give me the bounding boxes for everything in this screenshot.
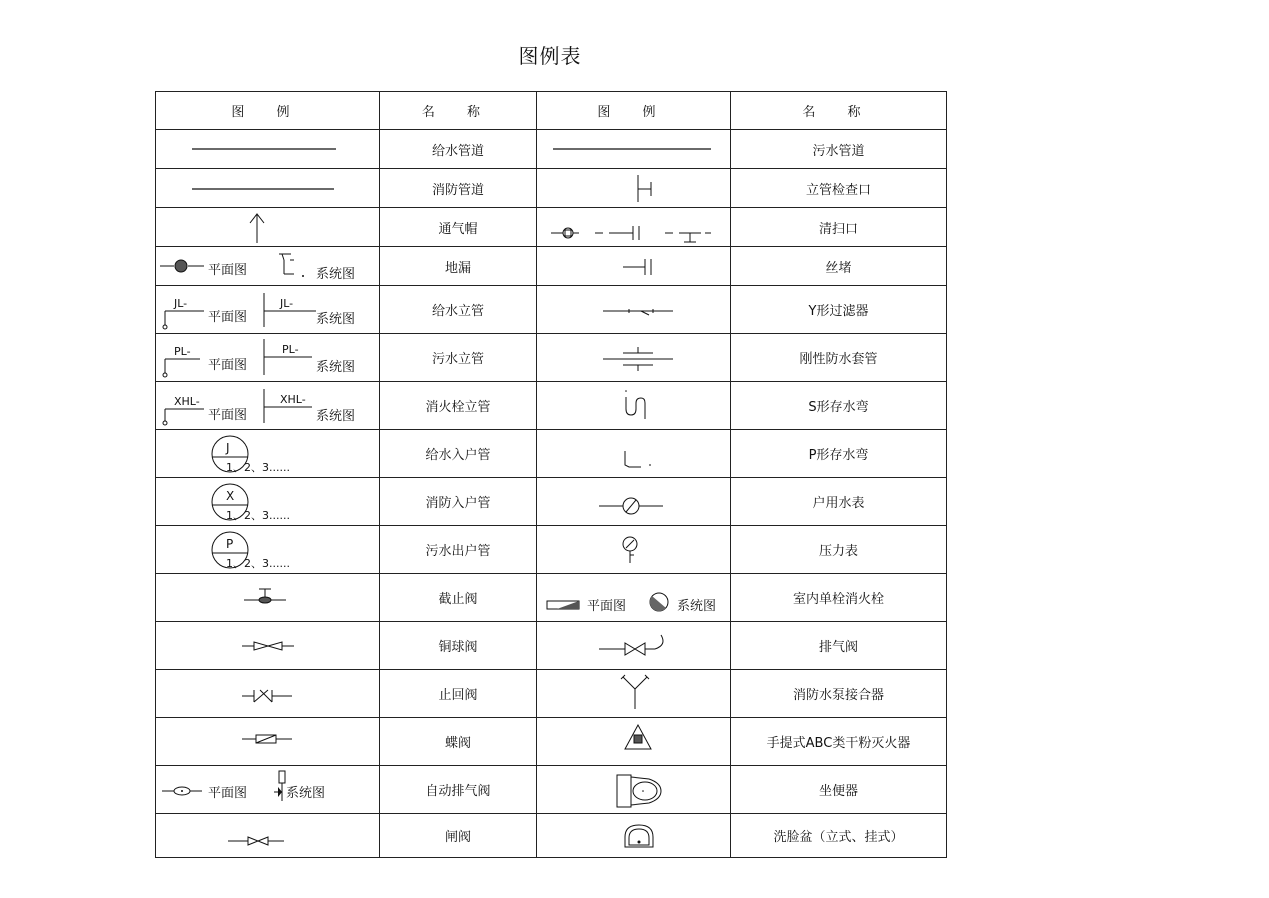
table-row — [156, 334, 947, 382]
pressure-gauge-symbol — [537, 526, 731, 574]
legend-name: 铜球阀 — [380, 622, 537, 670]
legend-table — [155, 91, 947, 858]
table-row — [156, 718, 947, 766]
fire-inlet-symbol — [156, 478, 380, 526]
table-row — [156, 130, 947, 169]
water-meter-symbol — [537, 478, 731, 526]
header-row — [156, 92, 947, 130]
riser-code-label: XHL- — [174, 394, 200, 408]
water-riser-symbol — [156, 286, 380, 334]
table-row — [156, 247, 947, 286]
legend-name: 排气阀 — [731, 622, 947, 670]
system-view-label: 系统图 — [286, 785, 326, 801]
legend-name: 户用水表 — [731, 478, 947, 526]
table-row — [156, 574, 947, 622]
system-view-label: 系统图 — [316, 408, 356, 424]
toilet-symbol — [537, 766, 731, 814]
sewage-pipe-symbol — [537, 130, 731, 169]
legend-name: 刚性防水套管 — [731, 334, 947, 382]
legend-name: 截止阀 — [380, 574, 537, 622]
pipe-sequence: 1、2、3...... — [226, 508, 290, 522]
indoor-hydrant-symbol — [537, 574, 731, 622]
water-supply-pipe-symbol — [156, 130, 380, 169]
system-view-label: 系统图 — [316, 266, 356, 282]
legend-name: 立管检查口 — [731, 169, 947, 208]
page-title: 图例表 — [518, 44, 582, 68]
plug-symbol — [537, 247, 731, 286]
legend-name: 手提式ABC类干粉灭火器 — [731, 718, 947, 766]
legend-name: 丝堵 — [731, 247, 947, 286]
table-row — [156, 766, 947, 814]
header-legend-right: 图 例 — [537, 92, 731, 130]
table-row — [156, 622, 947, 670]
hydrant-riser-symbol — [156, 382, 380, 430]
legend-name: 压力表 — [731, 526, 947, 574]
legend-name: 蝶阀 — [380, 718, 537, 766]
system-view-label: 系统图 — [316, 359, 356, 375]
riser-code-label: XHL- — [280, 392, 306, 406]
table-row — [156, 286, 947, 334]
fire-pipe-symbol — [156, 169, 380, 208]
legend-name: 给水管道 — [380, 130, 537, 169]
pipe-sequence: 1、2、3...... — [226, 556, 290, 570]
legend-name: 室内单栓消火栓 — [731, 574, 947, 622]
p-trap-symbol — [537, 430, 731, 478]
plan-view-label: 平面图 — [208, 785, 248, 801]
butterfly-valve-symbol — [156, 718, 380, 766]
auto-air-valve-symbol — [156, 766, 380, 814]
pipe-letter: P — [226, 536, 234, 551]
legend-name: Y形过滤器 — [731, 286, 947, 334]
pipe-letter: X — [226, 488, 235, 503]
y-strainer-symbol — [537, 286, 731, 334]
legend-name: 坐便器 — [731, 766, 947, 814]
legend-name: 自动排气阀 — [380, 766, 537, 814]
globe-valve-symbol — [156, 574, 380, 622]
system-view-label: 系统图 — [677, 598, 717, 614]
sewage-outlet-symbol — [156, 526, 380, 574]
vent-cap-symbol — [156, 208, 380, 247]
ball-valve-symbol — [156, 622, 380, 670]
pump-connector-symbol — [537, 670, 731, 718]
pipe-sequence: 1、2、3...... — [226, 460, 290, 474]
legend-name: 污水立管 — [380, 334, 537, 382]
legend-name: 给水入户管 — [380, 430, 537, 478]
header-legend-left: 图 例 — [156, 92, 380, 130]
table-row — [156, 430, 947, 478]
legend-name: 给水立管 — [380, 286, 537, 334]
legend-name: 污水管道 — [731, 130, 947, 169]
legend-name: 洗脸盆（立式、挂式） — [731, 814, 947, 858]
plan-view-label: 平面图 — [208, 407, 248, 423]
pipe-letter: J — [226, 440, 230, 455]
plan-view-label: 平面图 — [587, 598, 627, 614]
table-row — [156, 169, 947, 208]
legend-name: 消防入户管 — [380, 478, 537, 526]
table-row — [156, 814, 947, 858]
s-trap-symbol — [537, 382, 731, 430]
exhaust-valve-symbol — [537, 622, 731, 670]
wash-basin-symbol — [537, 814, 731, 858]
legend-name: 清扫口 — [731, 208, 947, 247]
plan-view-label: 平面图 — [208, 357, 248, 373]
legend-name: 消火栓立管 — [380, 382, 537, 430]
table-row — [156, 526, 947, 574]
riser-code-label: JL- — [174, 296, 188, 310]
legend-name: 消防管道 — [380, 169, 537, 208]
legend-name: S形存水弯 — [731, 382, 947, 430]
rigid-waterproof-sleeve-symbol — [537, 334, 731, 382]
table-row — [156, 670, 947, 718]
legend-name: 消防水泵接合器 — [731, 670, 947, 718]
riser-code-label: PL- — [174, 344, 191, 358]
legend-name: 通气帽 — [380, 208, 537, 247]
water-inlet-symbol — [156, 430, 380, 478]
riser-code-label: JL- — [280, 296, 294, 310]
plan-view-label: 平面图 — [208, 262, 248, 278]
legend-name: 闸阀 — [380, 814, 537, 858]
riser-cleanout-symbol — [537, 169, 731, 208]
fire-extinguisher-symbol — [537, 718, 731, 766]
floor-drain-symbol — [156, 247, 380, 286]
legend-name: P形存水弯 — [731, 430, 947, 478]
plan-view-label: 平面图 — [208, 309, 248, 325]
cleanout-symbol — [537, 208, 731, 247]
legend-name: 地漏 — [380, 247, 537, 286]
header-name-left: 名 称 — [380, 92, 537, 130]
table-row — [156, 478, 947, 526]
check-valve-symbol — [156, 670, 380, 718]
legend-name: 止回阀 — [380, 670, 537, 718]
riser-code-label: PL- — [282, 342, 299, 356]
table-row — [156, 208, 947, 247]
gate-valve-symbol — [156, 814, 380, 858]
table-row — [156, 382, 947, 430]
header-name-right: 名 称 — [731, 92, 947, 130]
sewage-riser-symbol — [156, 334, 380, 382]
legend-name: 污水出户管 — [380, 526, 537, 574]
system-view-label: 系统图 — [316, 311, 356, 327]
